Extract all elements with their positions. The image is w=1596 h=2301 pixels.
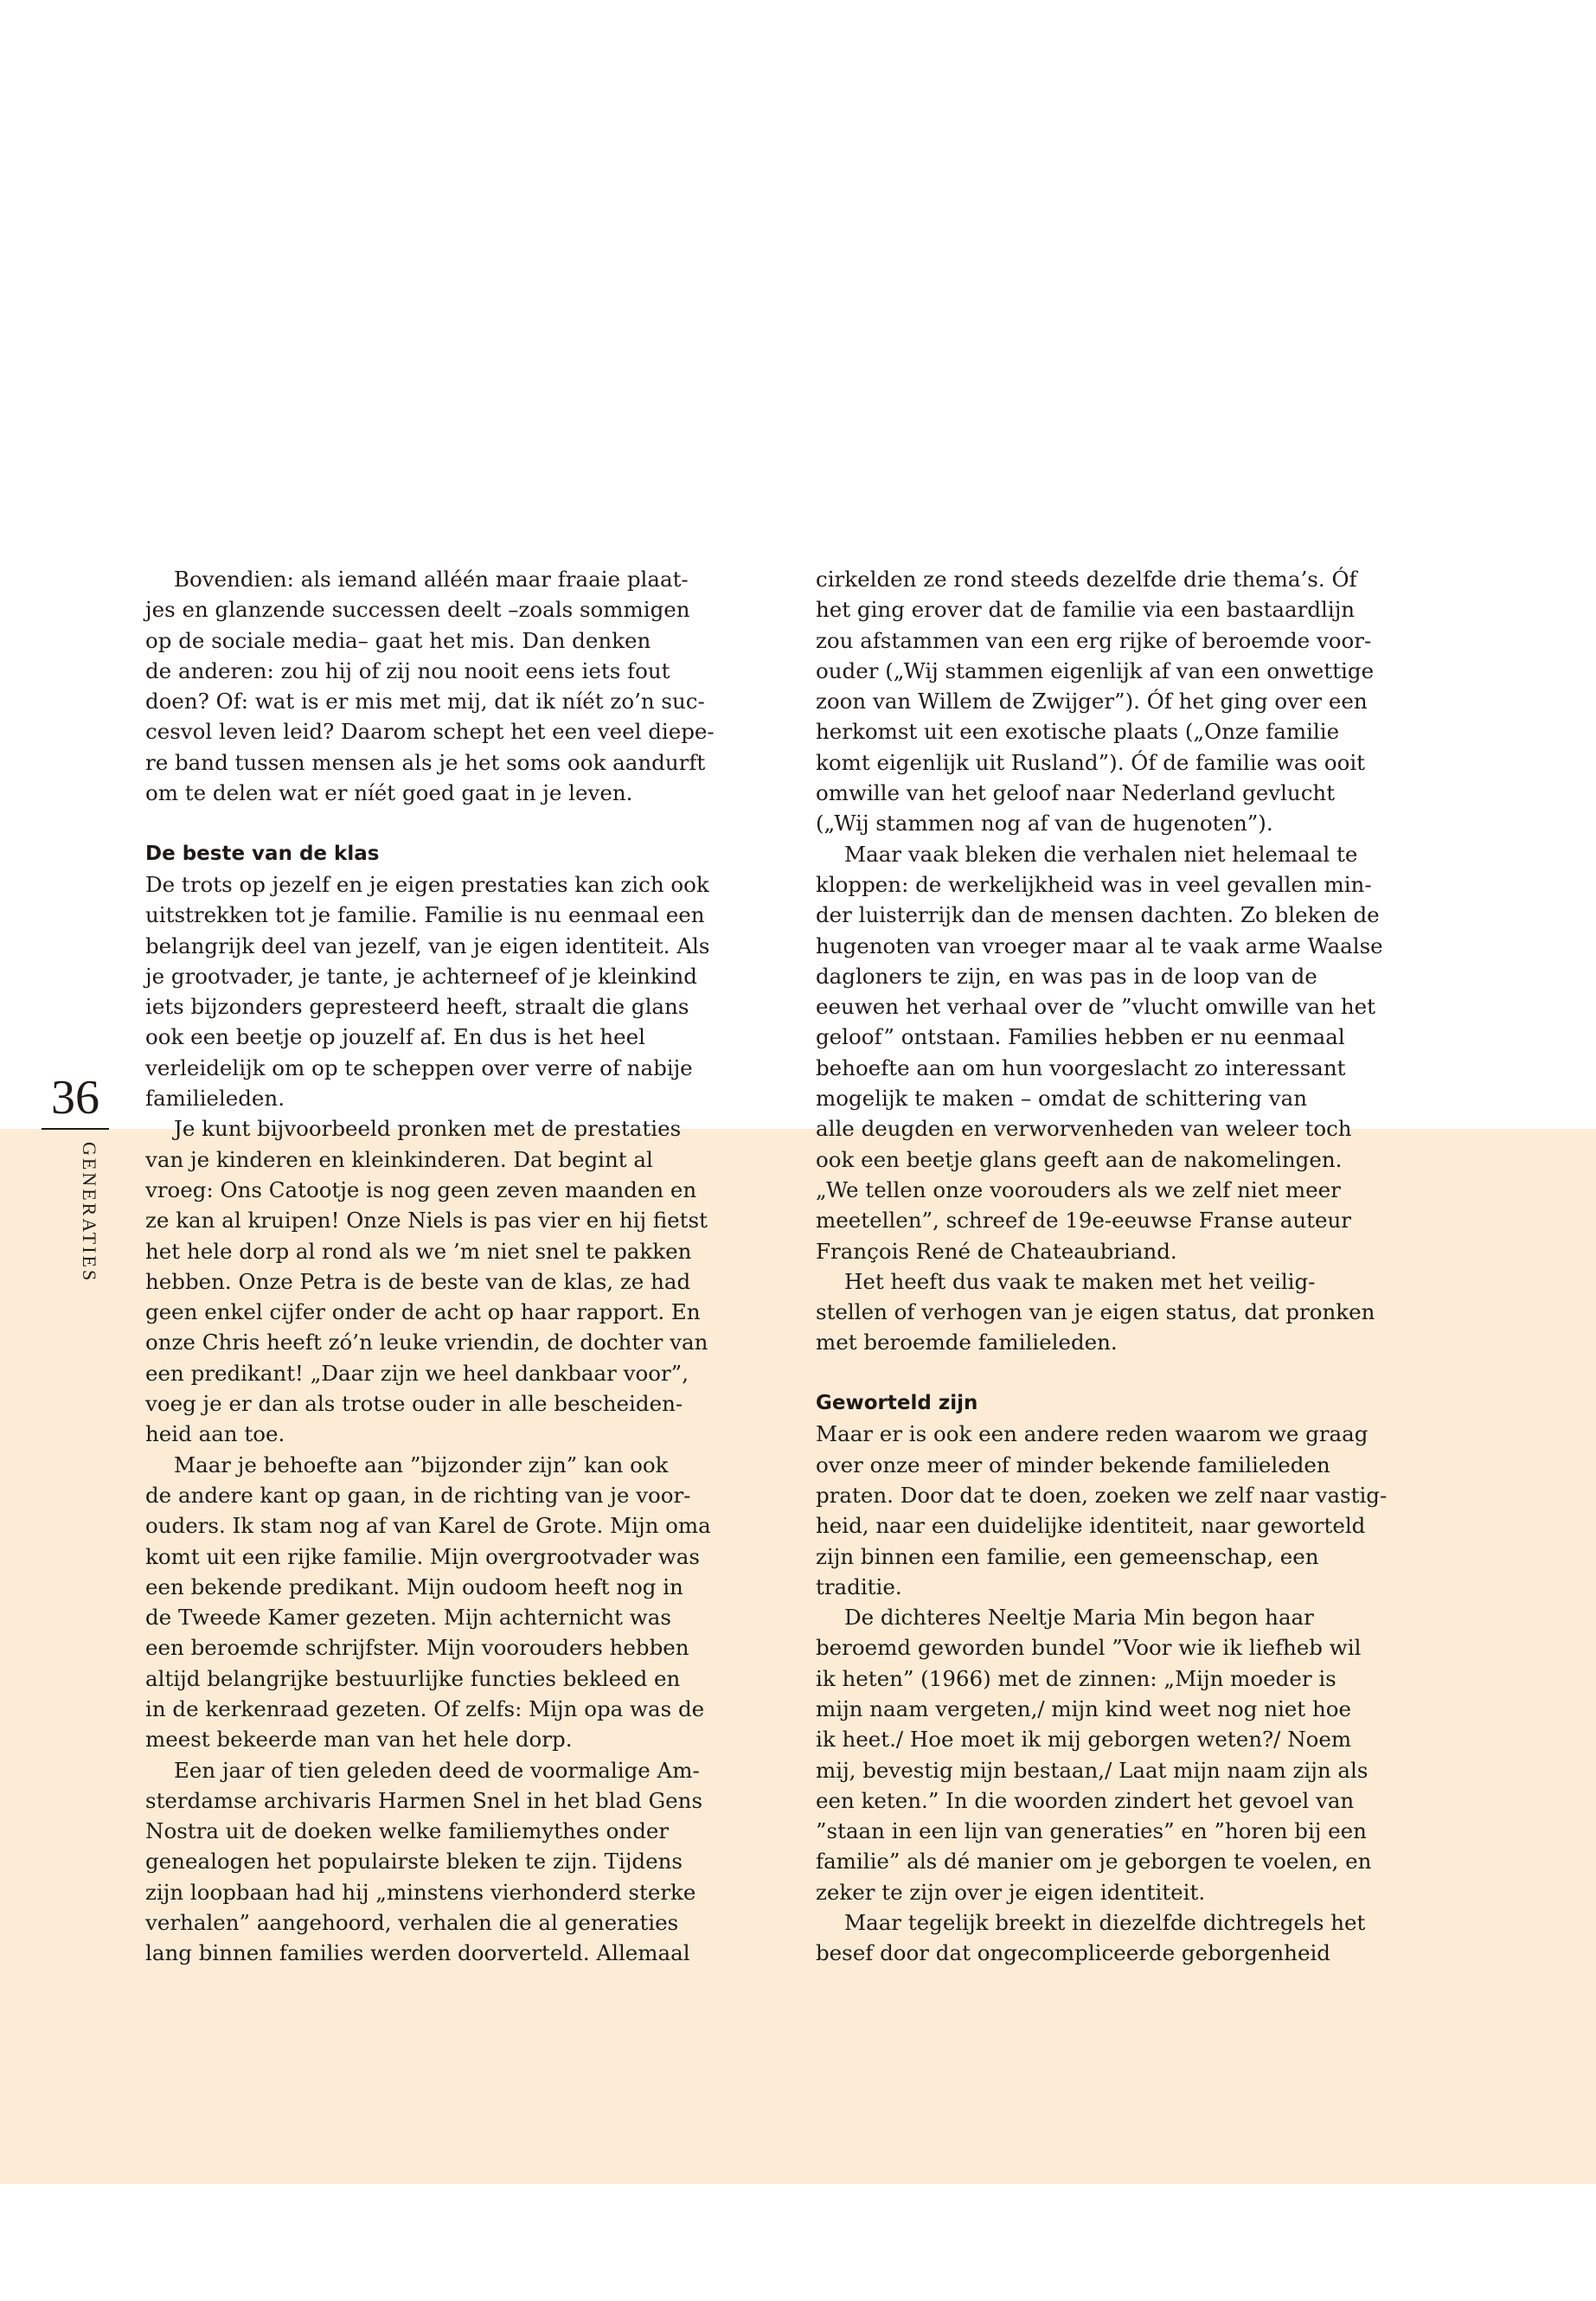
left-column-text-line: altijd belangrijke bestuurlijke functies bekleed en <box>145 1665 681 1691</box>
right-column-text-line: der luisterrijk dan de mensen dachten. Zo bleken de <box>816 902 1380 928</box>
left-column-text-line: om te delen wat er níét goed gaat in je leven. <box>145 780 633 806</box>
right-column-text-line: beroemd geworden bundel ”Voor wie ik liefheb wil <box>816 1635 1362 1661</box>
right-column <box>816 564 1388 1969</box>
left-column-text-line: het hele dorp al rond als we ’m niet snel te pakken <box>145 1238 692 1264</box>
left-column <box>145 564 715 1969</box>
left-column-heading: De beste van de klas <box>145 842 380 865</box>
left-column-text-line: Maar je behoefte aan ”bijzonder zijn” kan ook <box>174 1452 669 1477</box>
left-column-text-line: de anderen: zou hij of zij nou nooit eens iets fout <box>145 657 670 683</box>
right-column-text-line: mijn naam vergeten,/ mijn kind weet nog niet hoe <box>816 1695 1351 1721</box>
left-column-text-line: ze kan al kruipen! Onze Niels is pas vier en hij fietst <box>145 1208 708 1234</box>
left-column-text-line: ouders. Ik stam nog af van Karel de Grote. Mijn oma <box>145 1513 711 1539</box>
left-column-text-line: komt uit een rijke familie. Mijn overgrootvader was <box>145 1543 700 1569</box>
left-column-text-line: je grootvader, je tante, je achterneef of je kleinkind <box>145 963 697 989</box>
right-column-text-line: komt eigenlijk uit Rusland”). Óf de familie was ooit <box>816 749 1366 775</box>
right-column-text-line: stellen of verhogen van je eigen status, dat pronken <box>816 1299 1375 1325</box>
left-column-text-line: geen enkel cijfer onder de acht op haar rapport. En <box>145 1299 701 1325</box>
left-column-text-line: een bekende predikant. Mijn oudoom heeft nog in <box>145 1574 683 1599</box>
left-column-text-line: van je kinderen en kleinkinderen. Dat begint al <box>145 1146 653 1172</box>
right-column-text-line: Het heeft dus vaak te maken met het veilig- <box>844 1268 1316 1294</box>
right-column-text-line: familie” als dé manier om je geborgen te voelen, en <box>816 1849 1372 1875</box>
left-column-text-line: in de kerkenraad gezeten. Of zelfs: Mijn opa was de <box>145 1695 705 1721</box>
right-column-text-line: behoefte aan om hun voorgeslacht zo interessant <box>816 1054 1346 1080</box>
left-column-text-line: een beroemde schrijfster. Mijn voorouders hebben <box>145 1635 689 1661</box>
left-column-text-line: vroeg: Ons Catootje is nog geen zeven maanden en <box>145 1176 697 1202</box>
page-number: 36 <box>51 1071 99 1125</box>
left-column-text-line: uitstrekken tot je familie. Familie is nu eenmaal een <box>145 902 705 928</box>
right-column-text-line: De dichteres Neeltje Maria Min begon haar <box>844 1605 1314 1631</box>
left-column-text-line: verhalen” aangehoord, verhalen die al generaties <box>145 1910 679 1936</box>
right-column-text-line: meetellen”, schreef de 19e-eeuwse Franse auteur <box>816 1208 1351 1234</box>
left-column-text-line: familieleden. <box>145 1086 285 1112</box>
left-column-text-line: de Tweede Kamer gezeten. Mijn achternicht was <box>145 1605 671 1631</box>
page-number-rule <box>42 1128 109 1130</box>
right-column-text-line: Maar vaak bleken die verhalen niet helemaal te <box>844 841 1358 867</box>
right-column-spacer <box>816 1358 1361 1388</box>
right-column-text-line: eeuwen het verhaal over de ”vlucht omwille van het <box>816 994 1375 1020</box>
right-column-text-line: het ging erover dat de familie via een bastaardlijn <box>816 597 1356 623</box>
left-column-text-line: genealogen het populairste bleken te zijn. Tijdens <box>145 1849 683 1875</box>
right-column-text-line: Maar er is ook een andere reden waarom we graag <box>816 1421 1368 1447</box>
right-column-text-line: („Wij stammen nog af van de hugenoten”). <box>816 811 1273 836</box>
left-column-text-line: meest bekeerde man van het hele dorp. <box>145 1727 573 1753</box>
right-column-text-line: „We tellen onze voorouders als we zelf niet meer <box>816 1176 1341 1202</box>
right-column-text-line: Maar tegelijk breekt in diezelfde dichtregels het <box>844 1910 1366 1936</box>
left-column-text-line: onze Chris heeft zó’n leuke vriendin, de dochter van <box>145 1330 708 1356</box>
section-label: GENERATIES <box>79 1142 100 1284</box>
left-column-text-line: een predikant! „Daar zijn we heel dankbaar voor”, <box>145 1360 689 1386</box>
right-column-text-line: ook een beetje glans geeft aan de nakomelingen. <box>816 1146 1343 1172</box>
right-column-text-line: geloof” ontstaan. Families hebben er nu eenmaal <box>816 1024 1345 1050</box>
left-column-spacer <box>145 808 699 838</box>
left-column-text-line: iets bijzonders gepresteerd heeft, straalt die glans <box>145 994 689 1020</box>
left-column-text-line: Je kunt bijvoorbeeld pronken met de prestaties <box>174 1116 682 1142</box>
right-column-text-line: zijn binnen een familie, een gemeenschap, een <box>816 1543 1319 1569</box>
left-column-text-line: doen? Of: wat is er mis met mij, dat ik níét zo’n suc- <box>145 689 705 715</box>
right-column-text-line: kloppen: de werkelijkheid was in veel gevallen min- <box>816 871 1372 897</box>
left-column-text-line: hebben. Onze Petra is de beste van de klas, ze had <box>145 1268 691 1294</box>
left-column-text-line: cesvol leven leid? Daarom schept het een veel diepe- <box>145 719 715 745</box>
left-column-text-line: verleidelijk om op te scheppen over verre of nabije <box>145 1054 693 1080</box>
right-column-heading: Geworteld zijn <box>816 1392 978 1415</box>
right-column-text-line: omwille van het geloof naar Nederland gevlucht <box>816 780 1336 806</box>
right-column-text-line: heid, naar een duidelijke identiteit, naar geworteld <box>816 1513 1366 1539</box>
right-column-text-line: zeker te zijn over je eigen identiteit. <box>816 1879 1206 1905</box>
left-column-text-line: De trots op jezelf en je eigen prestaties kan zich ook <box>145 871 709 897</box>
right-column-text-line: hugenoten van vroeger maar al te vaak arme Waalse <box>816 933 1383 958</box>
left-column-text-line: ook een beetje op jouzelf af. En dus is het heel <box>145 1024 645 1050</box>
right-column-text-line: alle deugden en verworvenheden van weleer toch <box>816 1116 1352 1142</box>
right-column-text-line: ”staan in een lijn van generaties” en ”horen bij een <box>816 1818 1367 1844</box>
right-column-text-line: mij, bevestig mijn bestaan,/ Laat mijn naam zijn als <box>816 1757 1368 1783</box>
left-column-text-line: lang binnen families werden doorverteld. Allemaal <box>145 1940 690 1966</box>
left-column-text-line: heid aan toe. <box>145 1421 285 1447</box>
right-column-text-line: zoon van Willem de Zwijger”). Óf het ging over een <box>816 689 1368 715</box>
left-column-text-line: re band tussen mensen als je het soms ook aandurft <box>145 749 706 775</box>
right-column-text-line: dagloners te zijn, en was pas in de loop van de <box>816 963 1317 989</box>
right-column-text-line: ik heten” (1966) met de zinnen: „Mijn moeder is <box>816 1665 1336 1691</box>
left-column-text-line: op de sociale media– gaat het mis. Dan denken <box>145 627 651 653</box>
left-column-text-line: jes en glanzende successen deelt –zoals sommigen <box>145 597 690 623</box>
right-column-text-line: François René de Chateaubriand. <box>816 1238 1177 1264</box>
right-column-text-line: ik heet./ Hoe moet ik mij geborgen weten?/ Noem <box>816 1727 1352 1753</box>
left-column-text-line: Bovendien: als iemand alléén maar fraaie plaat- <box>174 567 689 592</box>
left-column-text-line: Een jaar of tien geleden deed de voormalige Am- <box>174 1757 700 1783</box>
left-column-text-line: belangrijk deel van jezelf, van je eigen identiteit. Als <box>145 933 710 958</box>
right-column-text-line: praten. Door dat te doen, zoeken we zelf naar vastig- <box>816 1482 1388 1508</box>
right-column-text-line: herkomst uit een exotische plaats („Onze familie <box>816 719 1340 745</box>
left-column-text-line: voeg je er dan als trotse ouder in alle bescheiden- <box>145 1391 683 1417</box>
right-column-text-line: over onze meer of minder bekende familieleden <box>816 1452 1330 1477</box>
right-column-text-line: een keten.” In die woorden zindert het gevoel van <box>816 1787 1355 1813</box>
right-column-text-line: traditie. <box>816 1574 902 1599</box>
right-column-text-line: besef door dat ongecompliceerde geborgenheid <box>816 1940 1330 1966</box>
left-column-text-line: sterdamse archivaris Harmen Snel in het blad Gens <box>145 1787 703 1813</box>
left-column-text-line: zijn loopbaan had hij „minstens vierhonderd sterke <box>145 1879 696 1905</box>
right-column-text-line: cirkelden ze rond steeds dezelfde drie thema’s. Óf <box>816 567 1357 592</box>
right-column-text-line: mogelijk te maken – omdat de schittering van <box>816 1086 1307 1112</box>
left-column-text-line: Nostra uit de doeken welke familiemythes onder <box>145 1818 670 1844</box>
right-column-text-line: zou afstammen van een erg rijke of beroemde voor- <box>816 627 1372 653</box>
left-column-text-line: de andere kant op gaan, in de richting van je voor- <box>145 1482 691 1508</box>
right-column-text-line: ouder („Wij stammen eigenlijk af van een onwettige <box>816 657 1375 683</box>
right-column-text-line: met beroemde familieleden. <box>816 1330 1118 1356</box>
